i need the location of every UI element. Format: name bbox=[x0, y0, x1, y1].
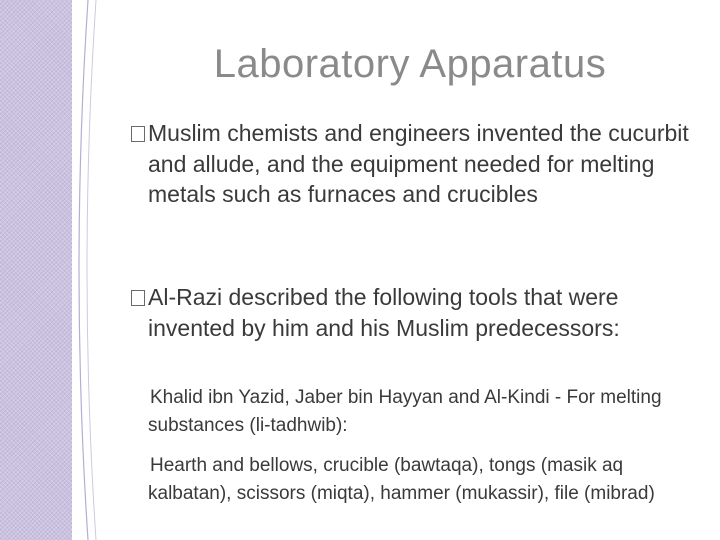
slide-title: Laboratory Apparatus bbox=[213, 42, 607, 86]
bullet-box-icon bbox=[131, 126, 145, 142]
bullet-paragraph-furnaces: Muslim chemists and engineers invented the cucurbit and allude, and the equipment needed for melting metals such as furnaces and crucibles bbox=[148, 120, 689, 207]
bullet-paragraph-al-razi: Al-Razi described the following tools that were invented by him and his Muslim predecessors: bbox=[148, 284, 620, 341]
sub-paragraph-tools-list: Hearth and bellows, crucible (bawtaqa), tongs (masik aq kalbatan), scissors (miqta), hammer (mukassir), file (mibrad) bbox=[148, 455, 655, 504]
bullet-box-icon bbox=[131, 290, 145, 306]
sub-paragraph-melting-substances: Khalid ibn Yazid, Jaber bin Hayyan and Al-Kindi - For melting substances (li-tadhwib): bbox=[148, 387, 662, 436]
